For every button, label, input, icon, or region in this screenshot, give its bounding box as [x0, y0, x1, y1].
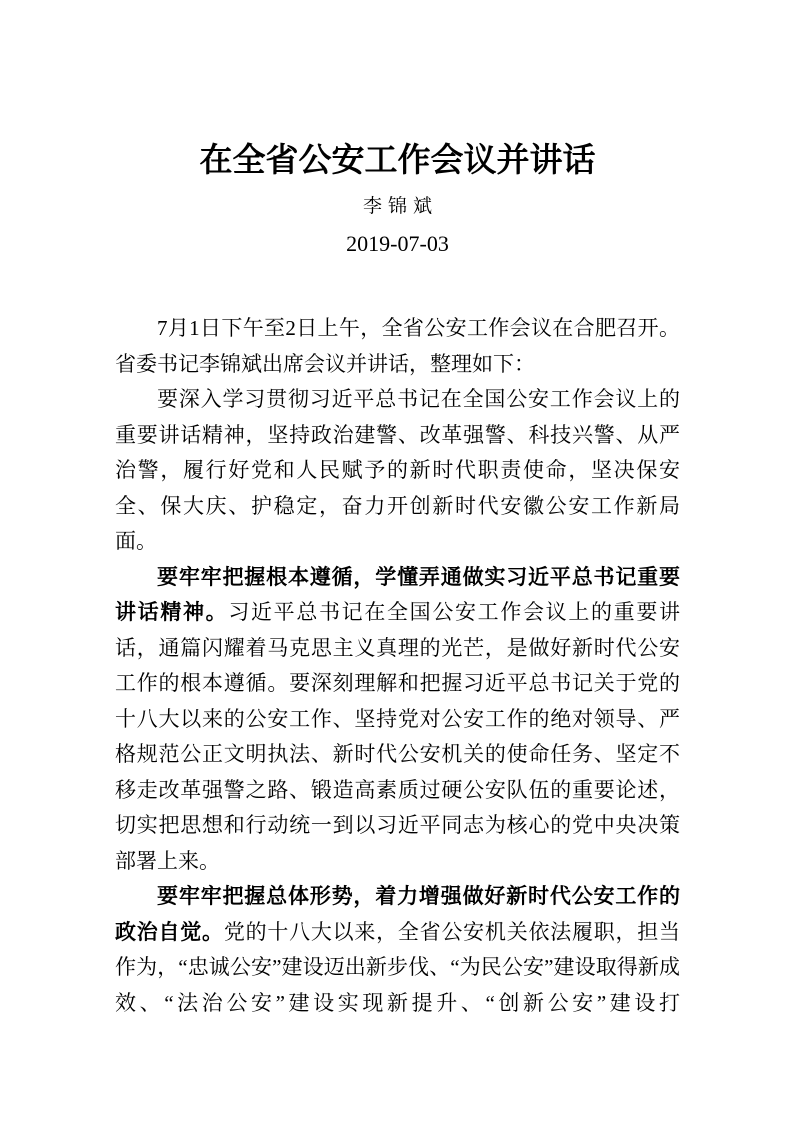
paragraph-text: 党的十八大以来，全省公安机关依法履职，担当作为，“忠诚公安”建设迈出新步伐、“为民公安”建设取得新成效、“法治公安”建设实现新提升、“创新公安”建设打 [115, 919, 681, 1015]
paragraph-zongti-xingshi [115, 879, 680, 1021]
author-name: 李锦斌 [362, 196, 438, 217]
paragraph-text: 要深入学习贯彻习近平总书记在全国公安工作会议上的重要讲话精神，坚持政治建警、改革强警、科技兴警、从严治警，履行好党和人民赋予的新时代职责使命，坚决保安全、保大庆、护稳定，奋力开创新时代安徽公安工作新局面。 [115, 387, 680, 553]
paragraph-study [115, 382, 680, 560]
paragraph-text: 习近平总书记在全国公安工作会议上的重要讲话，通篇闪耀着马克思主义真理的光芒，是做好新时代公安工作的根本遵循。要深刻理解和把握习近平总书记关于党的十八大以来的公安工作、坚持党对公安工作的绝对领导、严格规范公正文明执法、新时代公安机关的使命任务、坚定不移走改革强警之路、锻造高素质过硬公安队伍的重要论述，切实把思想和行动统一到以习近平同志为核心的党中央决策部署上来。 [115, 600, 681, 873]
publish-date: 2019-07-03 [346, 231, 449, 256]
document-title: 在全省公安工作会议并讲话 [199, 143, 596, 179]
paragraph-bold-lead: 要牢牢把握根本遵循，学懂弄通做实习近平总书记重要讲话精神。 [115, 565, 680, 624]
paragraph-text: 7月1日下午至2日上午，全省公安工作会议在合肥召开。省委书记李锦斌出席会议并讲话，整理如下： [115, 316, 680, 376]
paragraph-genben-zunxun [115, 560, 680, 880]
paragraph-intro [115, 311, 680, 382]
paragraph-bold-lead: 要牢牢把握总体形势，着力增强做好新时代公安工作的政治自觉。 [115, 885, 680, 944]
document-body [115, 311, 680, 1021]
